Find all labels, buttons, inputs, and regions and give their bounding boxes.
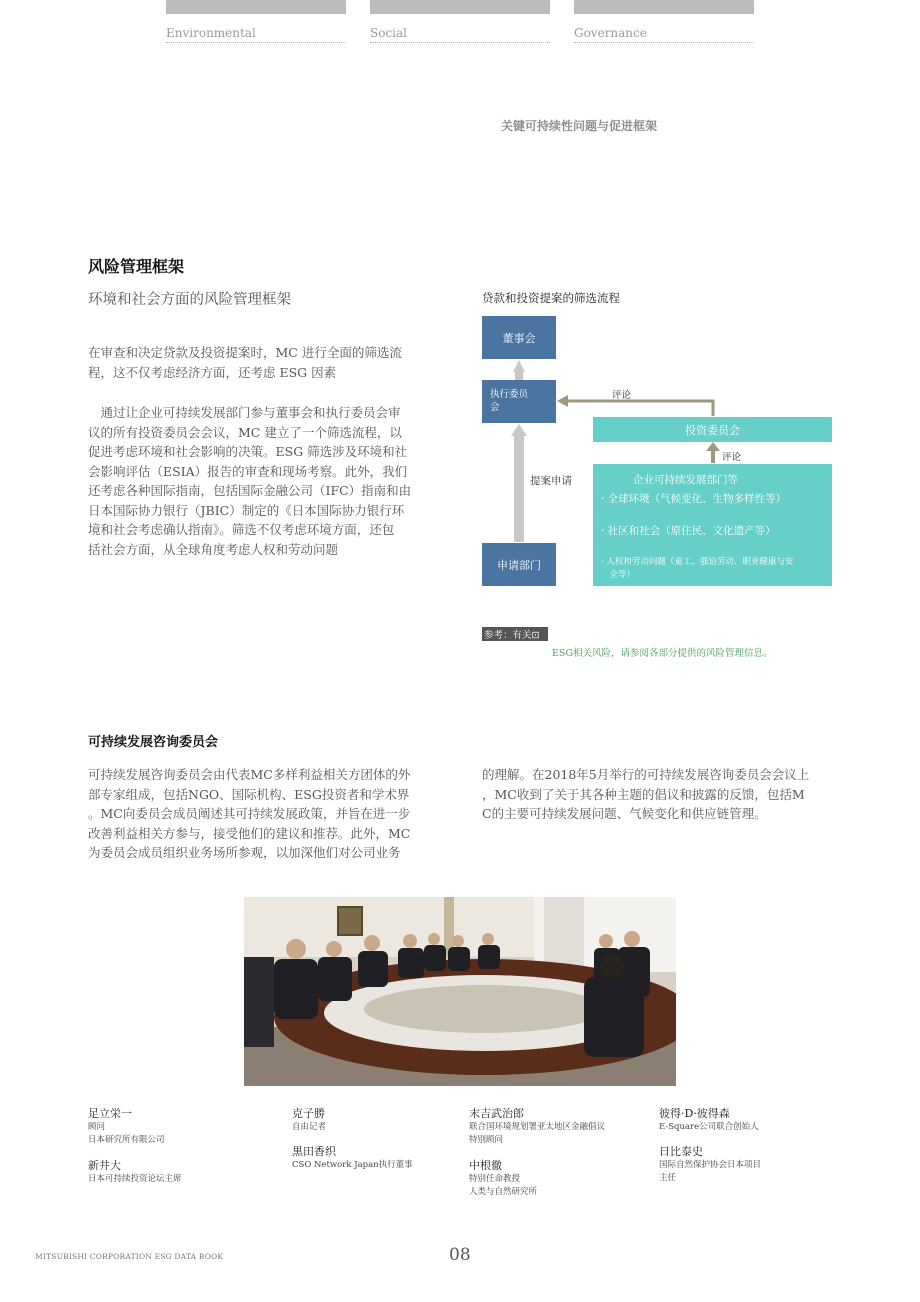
member-title: E-Square公司联合创始人 [659,1122,759,1132]
member-title: 特别顾问 [469,1135,504,1145]
exec-label-line2: 会 [490,402,500,413]
exec-label-line1: 执行委员 [490,389,529,400]
applicant-box [482,543,556,586]
member-name: 末吉武治郎 [469,1107,524,1120]
member-name: 中根徹 [469,1159,502,1172]
csr-item-human-rights: · 人权和劳动问题（童工、强迫劳动、职业健康与安 [601,557,794,567]
review-label-2: 评论 [722,452,742,463]
member-title: CSO Network Japan执行董事 [292,1160,413,1170]
member-name: 足立栄一 [88,1107,132,1120]
arrow-applicant-to-exec-head [511,424,527,436]
text-line: 的理解。在2018年5月举行的可持续发展咨询委员会会议上 [482,767,810,782]
member-arai [88,1157,182,1186]
arrow-review-to-exec [566,401,713,416]
csr-department-box [593,464,832,586]
csr-item-community: · 社区和社会（原住民、文化遗产等） [601,525,776,537]
investment-committee-label: 投资委员会 [685,423,740,437]
member-title: 人类与自然研究所 [469,1187,538,1197]
text-line: 括社会方面，从全球角度考虑人权和劳动问题 [88,541,339,557]
tab-social-bar[interactable] [370,0,550,14]
member-title: 自由记者 [292,1122,327,1132]
csr-title: 企业可持续发展部门等 [633,474,738,486]
text-line: ，MC收到了关于其各种主题的倡议和披露的反馈，包括M [482,786,805,802]
risk-paragraph-1 [88,343,448,382]
member-nakane [469,1157,537,1199]
text-line: 为委员会成员组织业务场所参观，以加深他们对公司业务 [88,845,401,860]
board-label: 董事会 [502,331,536,345]
arrow-csr-to-invest-shaft [711,449,715,463]
key-issues-link[interactable]: 关键可持续性问题与促进框架 [501,119,658,133]
meeting-photo [244,897,676,1086]
board-box [482,316,556,359]
text-line: 会影响评估（ESIA）报告的审查和现场考察。此外，我们 [88,463,408,479]
member-title: 日本可持续投资论坛主席 [88,1174,182,1184]
text-line: 在审查和决定贷款及投资提案时，MC 进行全面的筛选流 [88,345,402,360]
tab-environmental-bar[interactable] [166,0,346,14]
tab-social[interactable]: Social [370,26,550,43]
member-name: 日比泰史 [659,1145,703,1158]
exec-committee-box [482,380,556,423]
member-kuroda [292,1143,413,1172]
csr-item-human-rights-cont: 全等） [601,570,636,580]
page-number: 08 [449,1245,471,1265]
text-line: 促进考虑环境和社会影响的决策。ESG 筛选涉及环境和社 [88,444,408,459]
text-line: 议的所有投资委员会会议，MC 建立了一个筛选流程，以 [88,424,402,440]
text-line: 部专家组成，包括NGO、国际机构、ESG投资者和学术界 [88,786,410,802]
tab-environmental[interactable]: Environmental [166,26,346,43]
member-title: 日本研究所有限公司 [88,1135,165,1145]
risk-heading: 风险管理框架 [88,257,185,276]
member-name: 新井大 [88,1159,121,1172]
member-katsu [292,1105,326,1134]
investment-committee-box [593,417,832,442]
member-title: 联合国环境规划署亚太地区金融倡议 [469,1122,606,1132]
council-paragraph-left [88,765,448,863]
risk-subheading: 环境和社会方面的风险管理框架 [88,292,291,308]
reference-label: 参考：有关⊡ [482,627,548,641]
wall-painting [338,907,362,935]
member-name: 黒田香织 [292,1145,336,1158]
proposal-label: 提案申请 [530,475,572,487]
text-line: 可持续发展咨询委员会由代表MC多样利益相关方团体的外 [88,767,411,782]
arrow-applicant-to-exec-shaft [514,434,524,542]
risk-paragraph-2 [88,403,448,559]
text-line: 通过让企业可持续发展部门参与董事会和执行委员会审 [88,405,401,420]
member-name: 克子勝 [292,1107,325,1120]
applicant-label: 申请部门 [497,558,541,572]
arrow-review-to-exec-head [557,395,568,407]
text-line: 还考虑各种国际指南，包括国际金融公司（IFC）指南和由 [88,483,412,498]
member-name: 彼得·D·彼得森 [659,1107,730,1120]
member-title: 国际自然保护协会日本项目 [659,1160,762,1170]
council-heading: 可持续发展咨询委员会 [88,735,219,750]
reference-link[interactable]: ESG相关风险，请参阅各部分提供的风险管理信息。 [552,648,773,659]
flow-title: 贷款和投资提案的筛选流程 [482,291,620,305]
arrow-exec-to-board-head [513,360,525,372]
member-sueyoshi [469,1105,605,1147]
csr-item-environment: · 全球环境（气候变化、生物多样性等） [601,493,787,505]
council-paragraph-right [482,765,842,824]
member-title: 主任 [659,1173,677,1183]
footer-book-title: MITSUBISHI CORPORATION ESG DATA BOOK [35,1252,224,1261]
tab-governance[interactable]: Governance [574,26,754,43]
text-line: 。MC向委员会成员阐述其可持续发展政策，并旨在进一步 [88,806,411,821]
text-line: C的主要可持续发展问题、气候变化和供应链管理。 [482,806,767,821]
arrow-csr-to-invest-head [706,442,720,451]
member-title: 顾问 [88,1122,106,1132]
member-adachi [88,1105,165,1147]
review-label-1: 评论 [612,390,632,401]
text-line: 日本国际协力银行（JBIC）制定的《日本国际协力银行环 [88,502,405,518]
member-peterson [659,1105,759,1134]
member-title: 特别任命教授 [469,1174,521,1184]
tab-governance-bar[interactable] [574,0,754,14]
member-hibi [659,1143,761,1185]
text-line: 改善利益相关方参与，接受他们的建议和推荐。此外，MC [88,825,411,841]
text-line: 境和社会考虑确认指南》。筛选不仅考虑环境方面，还包 [88,522,395,537]
text-line: 程，这不仅考虑经济方面，还考虑 ESG 因素 [88,364,337,380]
